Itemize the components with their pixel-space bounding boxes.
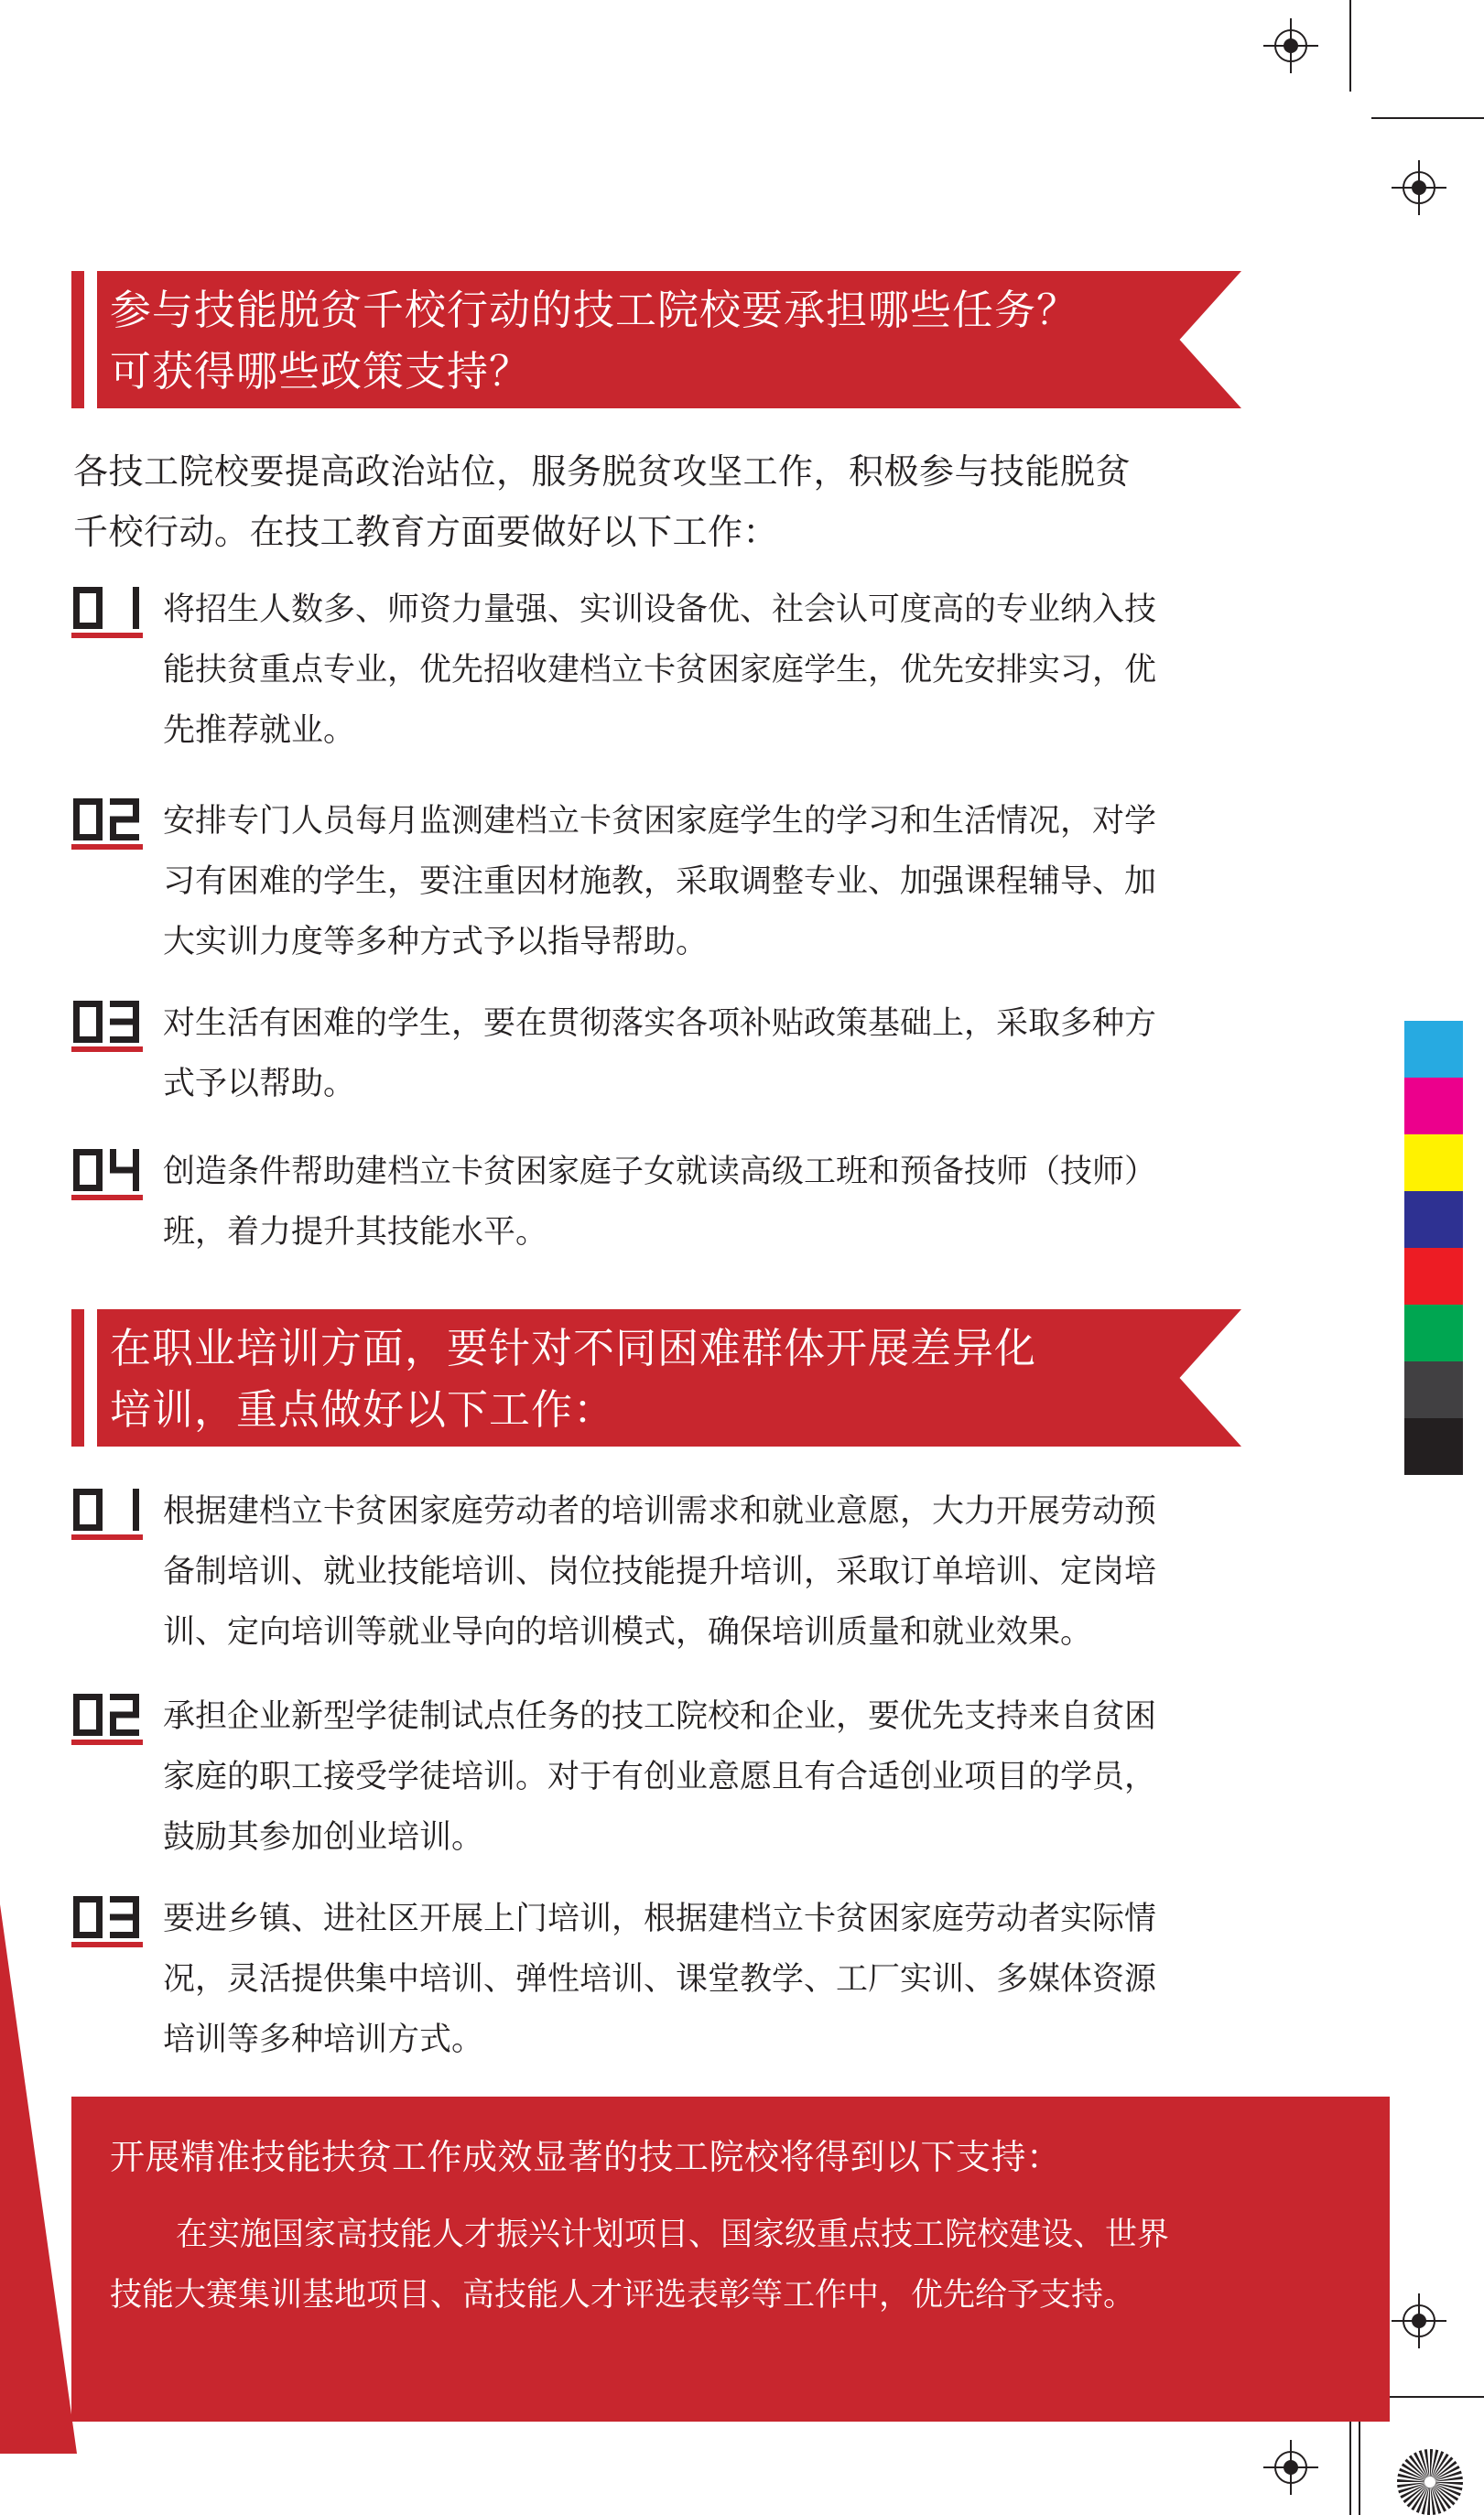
starburst-target-icon <box>1397 2449 1463 2515</box>
color-swatch <box>1404 1078 1463 1134</box>
item-text-line: 承担企业新型学徒制试点任务的技工院校和企业，要优先支持来自贫困 <box>163 1698 1157 1735</box>
item-number-badge <box>71 1149 145 1204</box>
item-text-line: 能扶贫重点专业，优先招收建档立卡贫困家庭学生，优先安排实习，优 <box>163 652 1157 688</box>
item-text <box>163 1686 1245 1868</box>
item-text-line: 鼓励其参加创业培训。 <box>163 1819 484 1856</box>
banner-stripe <box>71 1309 84 1447</box>
registration-mark-icon <box>1263 18 1318 73</box>
section-title-line: 可获得哪些政策支持？ <box>110 347 532 396</box>
item-number-badge <box>71 1001 145 1056</box>
color-calibration-bar <box>1404 1021 1463 1475</box>
section-title <box>110 279 1168 402</box>
crop-mark <box>1349 0 1351 92</box>
section-title-line: 在职业培训方面，要针对不同困难群体开展差异化 <box>110 1324 1037 1372</box>
item-text-line: 式予以帮助。 <box>163 1066 356 1102</box>
section-title-line: 参与技能脱贫千校行动的技工院校要承担哪些任务？ <box>110 286 1079 334</box>
item-text-line: 况，灵活提供集中培训、弹性培训、课堂教学、工厂实训、多媒体资源 <box>163 1961 1157 1998</box>
item-text <box>163 1481 1245 1663</box>
decorative-red-triangle <box>0 1904 77 2454</box>
color-swatch <box>1404 1361 1463 1418</box>
banner-stripe <box>71 271 84 408</box>
item-text-line: 培训等多种培训方式。 <box>163 2022 484 2058</box>
color-swatch <box>1404 1305 1463 1361</box>
item-text-line: 家庭的职工接受学徒培训。对于有创业意愿且有合适创业项目的学员， <box>163 1759 1157 1795</box>
crop-mark <box>1349 2422 1351 2515</box>
registration-mark-icon <box>1263 2440 1318 2495</box>
registration-mark-icon <box>1392 160 1446 215</box>
item-text-line: 将招生人数多、师资力量强、实训设备优、社会认可度高的专业纳入技 <box>163 591 1157 628</box>
item-number-badge <box>71 1896 145 1951</box>
item-text-line: 训、定向培训等就业导向的培训模式，确保培训质量和就业效果。 <box>163 1614 1093 1651</box>
intro-paragraph <box>73 441 1245 562</box>
color-swatch <box>1404 1248 1463 1305</box>
color-swatch <box>1404 1021 1463 1078</box>
support-heading: 开展精准技能扶贫工作成效显著的技工院校将得到以下支持： <box>110 2137 1062 2177</box>
color-swatch <box>1404 1418 1463 1475</box>
intro-line: 千校行动。在技工教育方面要做好以下工作： <box>73 512 779 552</box>
intro-line: 各技工院校要提高政治站位，服务脱贫攻坚工作，积极参与技能脱贫 <box>73 451 1132 492</box>
section-banner <box>71 271 1241 408</box>
section-title <box>110 1317 1168 1440</box>
color-swatch <box>1404 1191 1463 1248</box>
item-text-line: 创造条件帮助建档立卡贫困家庭子女就读高级工班和预备技师（技师） <box>163 1154 1157 1190</box>
section-title-line: 培训，重点做好以下工作： <box>110 1385 616 1434</box>
item-text <box>163 993 1245 1114</box>
item-text-line: 班，着力提升其技能水平。 <box>163 1214 548 1251</box>
item-text <box>163 1889 1245 2070</box>
color-swatch <box>1404 1134 1463 1191</box>
support-paragraph-line: 技能大赛集训基地项目、高技能人才评选表彰等工作中，优先给予支持。 <box>110 2277 1136 2314</box>
item-text-line: 大实训力度等多种方式予以指导帮助。 <box>163 924 709 960</box>
item-text-line: 对生活有困难的学生，要在贯彻落实各项补贴政策基础上，采取多种方 <box>163 1005 1157 1042</box>
registration-mark-icon <box>1392 2293 1446 2348</box>
item-text <box>163 580 1245 761</box>
item-text-line: 要进乡镇、进社区开展上门培训，根据建档立卡贫困家庭劳动者实际情 <box>163 1901 1157 1937</box>
item-text-line: 根据建档立卡贫困家庭劳动者的培训需求和就业意愿，大力开展劳动预 <box>163 1493 1157 1530</box>
item-text-line: 安排专门人员每月监测建档立卡贫困家庭学生的学习和生活情况，对学 <box>163 803 1157 840</box>
support-paragraph-line: 在实施国家高技能人才振兴计划项目、国家级重点技工院校建设、世界 <box>176 2217 1170 2253</box>
item-number-badge <box>71 1489 145 1544</box>
support-paragraph <box>110 2205 1263 2325</box>
item-text <box>163 791 1245 972</box>
crop-mark <box>1371 117 1484 119</box>
section-banner <box>71 1309 1241 1447</box>
item-text <box>163 1142 1245 1263</box>
item-text-line: 备制培训、就业技能培训、岗位技能提升培训，采取订单培训、定岗培 <box>163 1554 1157 1590</box>
support-panel <box>71 2097 1390 2422</box>
item-number-badge <box>71 1694 145 1749</box>
item-text-line: 先推荐就业。 <box>163 712 356 749</box>
item-number-badge <box>71 587 145 642</box>
item-number-badge <box>71 798 145 853</box>
item-text-line: 习有困难的学生，要注重因材施教，采取调整专业、加强课程辅导、加 <box>163 863 1157 900</box>
